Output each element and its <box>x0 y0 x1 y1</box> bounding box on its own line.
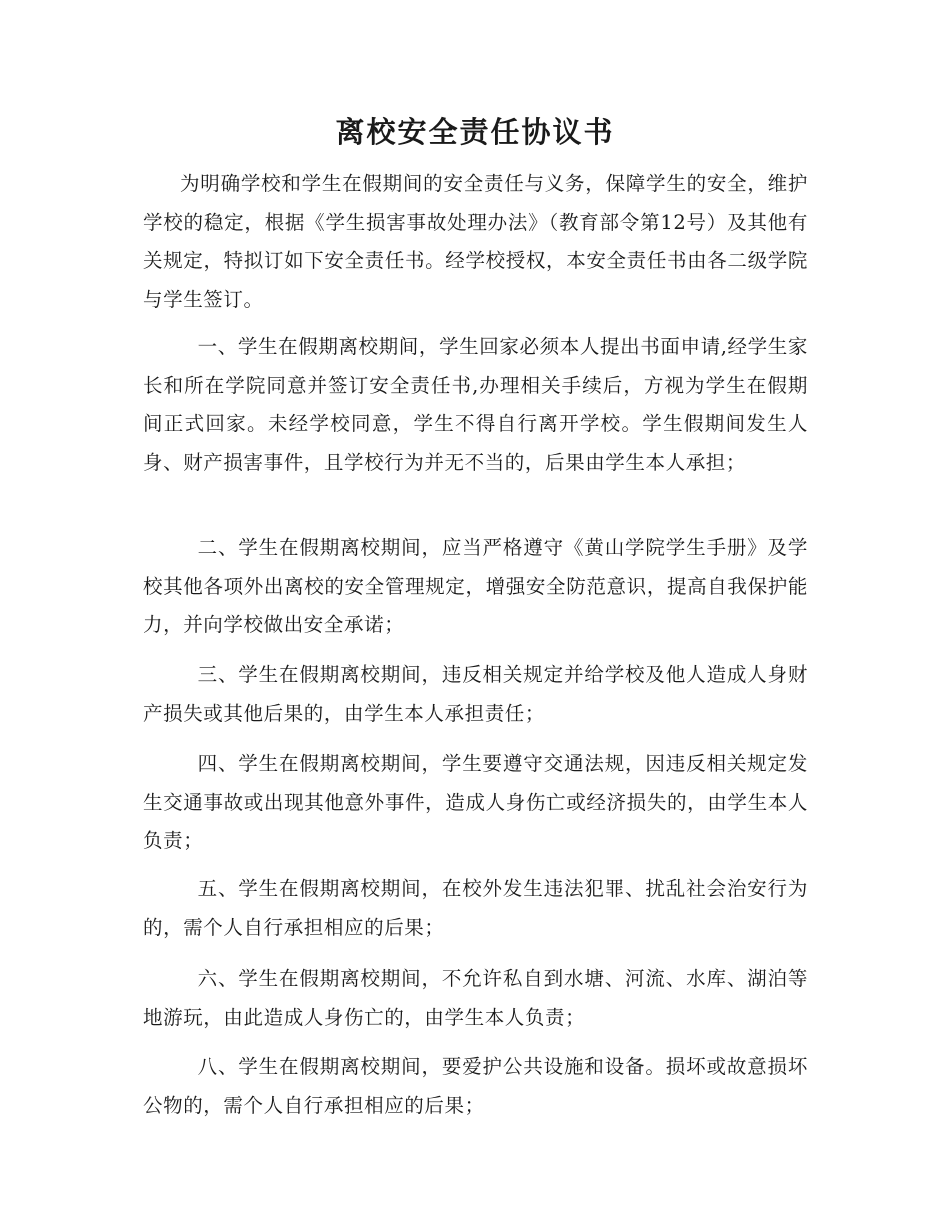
clause-4: 四、学生在假期离校期间，学生要遵守交通法规，因违反相关规定发生交通事故或出现其他意外事件，造成人身伤亡或经济损失的，由学生本人负责； <box>143 752 808 852</box>
document-title: 离校安全责任协议书 <box>335 115 615 149</box>
clause-2: 二、学生在假期离校期间，应当严格遵守《黄山学院学生手册》及学校其他各项外出离校的安全管理规定，增强安全防范意识，提高自我保护能力，并向学校做出安全承诺； <box>143 536 808 636</box>
clause-3: 三、学生在假期离校期间，违反相关规定并给学校及他人造成人身财产损失或其他后果的，由学生本人承担责任； <box>143 663 808 725</box>
intro-paragraph: 为明确学校和学生在假期间的安全责任与义务，保障学生的安全，维护学校的稳定，根据《学生损害事故处理办法》（教育部令第12号）及其他有关规定，特拟订如下安全责任书。经学校授权，本安全责任书由各二级学院与学生签订。 <box>143 172 808 311</box>
clause-1: 一、学生在假期离校期间，学生回家必须本人提出书面申请,经学生家长和所在学院同意并签订安全责任书,办理相关手续后，方视为学生在假期间正式回家。未经学校同意，学生不得自行离开学校。学生假期间发生人身、财产损害事件，且学校行为并无不当的，后果由学生本人承担； <box>143 335 808 474</box>
clause-8: 八、学生在假期离校期间，要爱护公共设施和设备。损坏或故意损坏公物的，需个人自行承担相应的后果； <box>143 1055 808 1117</box>
clause-5: 五、学生在假期离校期间，在校外发生违法犯罪、扰乱社会治安行为的，需个人自行承担相应的后果； <box>143 877 808 939</box>
clause-6: 六、学生在假期离校期间，不允许私自到水塘、河流、水库、湖泊等地游玩，由此造成人身伤亡的，由学生本人负责； <box>143 967 808 1029</box>
